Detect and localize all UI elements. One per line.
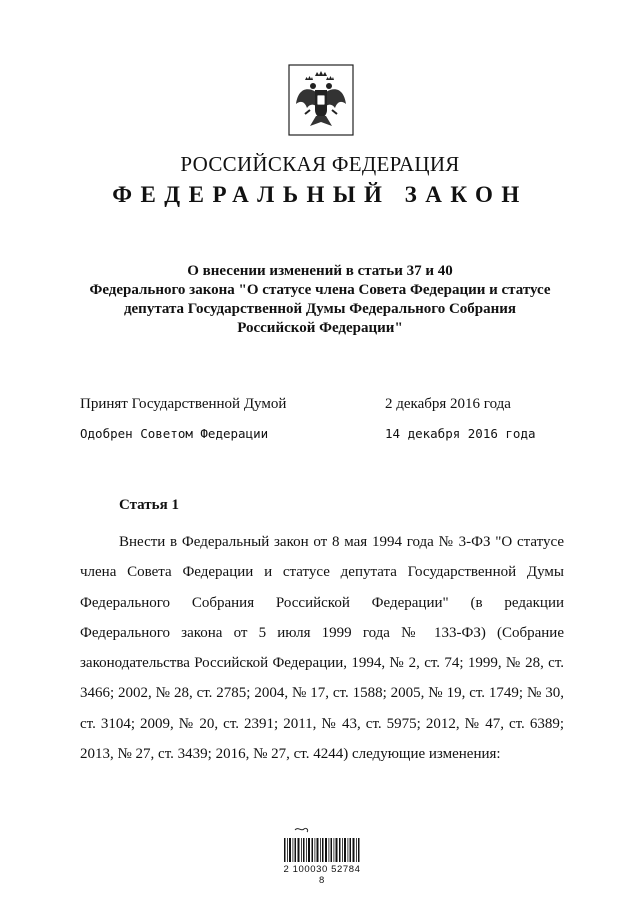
coat-of-arms-icon — [288, 64, 354, 136]
approved-by-council-label: Одобрен Советом Федерации — [80, 426, 269, 441]
law-title-line: Российской Федерации" — [237, 320, 403, 336]
adopted-date: 2 декабря 2016 года — [385, 396, 511, 412]
law-title-line: О внесении изменений в статьи 37 и 40 — [187, 263, 453, 279]
article-heading: Статья 1 — [119, 497, 179, 513]
country-name: РОССИЙСКАЯ ФЕДЕРАЦИЯ — [180, 152, 460, 176]
law-title — [60, 262, 580, 338]
approved-date: 14 декабря 2016 года — [385, 426, 536, 441]
barcode-number: 2 100030 52784 8 — [283, 864, 361, 886]
adopted-by-duma-label: Принят Государственной Думой — [80, 396, 287, 412]
law-title-line: депутата Государственной Думы Федерального Собрания — [123, 301, 517, 317]
article-body: Внести в Федеральный закон от 8 мая 1994 года № 3-ФЗ "О статусе члена Совета Федерации и статусе депутата Государственной Думы Федерального Собрания Российской Федерации" (в редакции Федерального закона от 5 июля 1999 года № 133-ФЗ) (Собрание законодательства Российской Федерации, 1994, № 2, ст. 74; 1999, № 28, ст. 3466; 2002, № 28, ст. 2785; 2004, № 17, ст. 1588; 2005, № 19, ст. 1749; № 30, ст. 3104; 2009, № 20, ст. 2391; 2011, № 43, ст. 5975; 2012, № 47, ст. 6389; 2013, № 27, ст. 3439; 2016, № 27, ст. 4244) следующие изменения: — [80, 534, 564, 763]
law-type-heading: ФЕДЕРАЛЬНЫЙ ЗАКОН — [112, 182, 528, 207]
law-title-line: Федерального закона "О статусе члена Совета Федерации и статусе — [89, 282, 551, 298]
